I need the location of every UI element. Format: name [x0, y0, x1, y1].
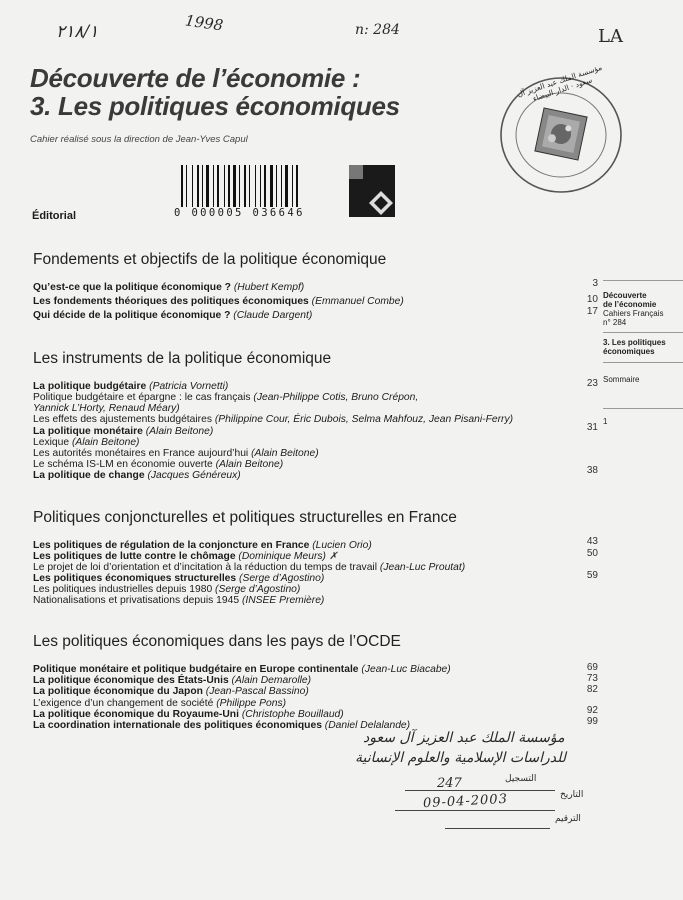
barcode-bar — [228, 165, 230, 207]
sidebar-line: Découverte — [603, 291, 647, 300]
sidebar-line: de l’économie — [603, 300, 657, 309]
barcode-bar — [285, 165, 288, 207]
toc-entry[interactable] — [33, 686, 309, 698]
toc-entry[interactable] — [33, 698, 286, 710]
library-stamp-line-1: مؤسسة الملك عبد العزيز آل سعود — [363, 730, 565, 746]
barcode-bar — [217, 165, 219, 207]
handwritten-year: 1998 — [183, 11, 225, 35]
toc-entry[interactable] — [33, 470, 241, 482]
sidebar-line: Cahiers Français — [603, 309, 664, 318]
toc-entry[interactable] — [33, 310, 312, 322]
entry-author: (Hubert Kempf) — [233, 282, 305, 293]
page-number: 59 — [586, 570, 598, 581]
round-stamp-text: مؤسسة الملك عبد العزيز آل سعود · الدار البيضاء — [516, 62, 604, 104]
entry-author: (Jacques Généreux) — [147, 470, 241, 481]
entry-author: (Jean-Philippe Cotis, Bruno Crépon, — [253, 392, 419, 403]
entry-title: La coordination internationale des politiques économiques — [33, 720, 322, 731]
barcode-bar — [292, 165, 293, 207]
barcode-bar — [186, 165, 187, 207]
barcode-bar — [224, 165, 225, 207]
section-heading-2: Les instruments de la politique économique — [33, 350, 332, 367]
subtitle: Cahier réalisé sous la direction de Jean-Yves Capul — [30, 134, 248, 145]
sidebar-page-number: 1 — [603, 417, 608, 426]
entry-title: La politique monétaire — [33, 426, 143, 437]
sidebar-line: n° 284 — [603, 318, 627, 327]
barcode-bar — [260, 165, 261, 207]
entry-title: Nationalisations et privatisations depuis 1945 — [33, 595, 240, 606]
entry-title: Lexique — [33, 437, 70, 448]
library-stamp-date: 09-04-2003 — [422, 791, 509, 812]
toc-entry[interactable] — [33, 437, 140, 449]
entry-author: (Serge d’Agostino) — [215, 584, 301, 595]
entry-author: (INSEE Première) — [241, 595, 325, 606]
entry-author: (Patricia Vornetti) — [149, 381, 229, 392]
entry-title: L’exigence d’un changement de société — [33, 698, 214, 709]
entry-title: Les politiques de régulation de la conjoncture en France — [33, 540, 310, 551]
library-stamp-label-reg: التسجيل — [505, 774, 537, 784]
library-stamp-label-date: التاريخ — [560, 790, 584, 800]
toc-entry[interactable] — [33, 381, 228, 393]
publisher-logo-graphic — [349, 165, 395, 217]
page-number: 43 — [586, 536, 598, 547]
entry-author: (Lucien Orio) — [312, 540, 372, 551]
entry-title: Le schéma IS-LM en économie ouverte — [33, 459, 213, 470]
page-number: 69 — [586, 662, 598, 673]
barcode-bar — [264, 165, 266, 207]
entry-title: Le projet de loi d’orientation et d’incitation à la réduction du temps de travail — [33, 562, 378, 573]
handwritten-number: n: 284 — [355, 22, 400, 38]
library-stamp-line — [405, 790, 555, 791]
entry-author: (Philippine Cour, Éric Dubois, Selma Mahfouz, Jean Pisani-Ferry) — [214, 414, 514, 425]
barcode-bar — [276, 165, 277, 207]
toc-entry[interactable] — [33, 562, 465, 574]
entry-title: La politique économique du Japon — [33, 686, 203, 697]
sidebar-series — [603, 291, 683, 327]
entry-title: Qui décide de la politique économique ? — [33, 310, 231, 321]
library-stamp-label-code: الترقيم — [555, 814, 581, 824]
editorial-label: Éditorial — [32, 210, 77, 222]
page-number: 3 — [592, 278, 598, 289]
entry-title: La politique de change — [33, 470, 145, 481]
entry-author: (Christophe Bouillaud) — [241, 709, 344, 720]
sidebar-rule — [603, 280, 683, 281]
entry-title: La politique budgétaire — [33, 381, 147, 392]
round-stamp — [496, 62, 626, 198]
page-number: 82 — [586, 684, 598, 695]
entry-title: Les politiques économiques structurelles — [33, 573, 237, 584]
entry-author: (Philippe Pons) — [216, 698, 287, 709]
toc-entry[interactable] — [33, 675, 311, 687]
library-stamp-line — [445, 828, 550, 829]
toc-entry[interactable] — [33, 392, 418, 404]
entry-title: La politique économique des États-Unis — [33, 675, 229, 686]
sidebar-line: économiques — [603, 347, 655, 356]
barcode-bar — [249, 165, 250, 207]
title-line-1: Découverte de l’économie : — [30, 63, 361, 93]
barcode — [181, 165, 343, 207]
toc-entry[interactable] — [33, 282, 304, 294]
toc-entry[interactable] — [33, 426, 213, 438]
barcode-bar — [270, 165, 273, 207]
barcode-bar — [192, 165, 193, 207]
page-number: 17 — [586, 306, 598, 317]
library-stamp-reg-number: 247 — [437, 776, 462, 791]
barcode-bar — [281, 165, 282, 207]
sidebar-line: 3. Les politiques — [603, 338, 666, 347]
entry-author: (Serge d’Agostino) — [239, 573, 325, 584]
barcode-bars — [181, 165, 343, 207]
entry-author: (Emmanuel Combe) — [311, 296, 404, 307]
sidebar-rule — [603, 408, 683, 409]
barcode-bar — [296, 165, 298, 207]
entry-author: (Alain Beitone) — [71, 437, 140, 448]
toc-entry[interactable] — [33, 414, 513, 426]
barcode-bar — [255, 165, 256, 207]
toc-entry[interactable] — [33, 573, 324, 585]
entry-title: Qu’est-ce que la politique économique ? — [33, 282, 231, 293]
entry-title: La politique économique du Royaume-Uni — [33, 709, 239, 720]
toc-entry[interactable] — [33, 551, 338, 563]
page-number: 73 — [586, 673, 598, 684]
page-number: 99 — [586, 716, 598, 727]
entry-author: (Alain Beitone) — [145, 426, 214, 437]
library-stamp-line — [395, 810, 555, 811]
title-line-2: 3. Les politiques économiques — [30, 91, 400, 121]
sidebar-rule — [603, 362, 683, 363]
toc-entry[interactable] — [33, 540, 372, 552]
entry-author: (Daniel Delalande) — [324, 720, 411, 731]
sidebar-sommaire: Sommaire — [603, 375, 640, 384]
entry-author: (Dominique Meurs) — [238, 551, 326, 562]
toc-entry[interactable] — [33, 664, 451, 676]
barcode-bar — [202, 165, 203, 207]
entry-title: Les autorités monétaires en France aujourd’hui — [33, 448, 249, 459]
toc-entry[interactable] — [33, 296, 404, 308]
sidebar-title — [603, 338, 683, 356]
entry-title: Les politiques industrielles depuis 1980 — [33, 584, 213, 595]
entry-title: Les politiques de lutte contre le chômage — [33, 551, 236, 562]
section-heading-1: Fondements et objectifs de la politique économique — [33, 251, 387, 268]
handwritten-note-left: ٢١٨/١ — [56, 22, 99, 42]
entry-author: Yannick L’Horty, Renaud Méary) — [33, 403, 180, 414]
entry-author: (Jean-Luc Biacabe) — [361, 664, 451, 675]
entry-author: (Jean-Luc Proutat) — [379, 562, 466, 573]
toc-entry[interactable] — [33, 584, 300, 596]
barcode-bar — [233, 165, 236, 207]
barcode-bar — [181, 165, 183, 207]
page-number: 23 — [586, 378, 598, 389]
entry-author: (Claude Dargent) — [233, 310, 313, 321]
library-stamp — [345, 728, 625, 838]
entry-author: (Alain Beitone) — [251, 448, 319, 459]
library-stamp-line-2: للدراسات الإسلامية والعلوم الإنسانية — [355, 750, 566, 766]
toc-entry[interactable] — [33, 459, 283, 471]
handwritten-note-right: LA — [598, 26, 623, 47]
entry-title: Les fondements théoriques des politiques économiques — [33, 296, 309, 307]
barcode-bar — [197, 165, 199, 207]
toc-entry[interactable] — [33, 448, 319, 460]
sidebar-rule — [603, 332, 683, 333]
page-number: 50 — [586, 548, 598, 559]
barcode-bar — [244, 165, 246, 207]
publisher-logo — [349, 165, 395, 217]
entry-author: (Alain Beitone) — [215, 459, 284, 470]
handwritten-check-icon: ✗ — [325, 551, 338, 562]
entry-title: Politique monétaire et politique budgétaire en Europe continentale — [33, 664, 359, 675]
barcode-bar — [239, 165, 240, 207]
page-number: 10 — [586, 294, 598, 305]
entry-title: Politique budgétaire et épargne : le cas français — [33, 392, 251, 403]
section-heading-3: Politiques conjoncturelles et politiques structurelles en France — [33, 509, 457, 526]
barcode-number: 0 000005 036646 — [174, 207, 305, 219]
section-heading-4: Les politiques économiques dans les pays de l’OCDE — [33, 633, 401, 650]
toc-entry-continued — [33, 403, 180, 415]
entry-author: (Jean-Pascal Bassino) — [205, 686, 309, 697]
entry-author: (Alain Demarolle) — [231, 675, 312, 686]
page-number: 38 — [586, 465, 598, 476]
entry-title: Les effets des ajustements budgétaires — [33, 414, 212, 425]
barcode-bar — [206, 165, 209, 207]
page-number: 31 — [586, 422, 598, 433]
toc-entry[interactable] — [33, 595, 324, 607]
barcode-bar — [213, 165, 214, 207]
sidebar — [603, 280, 683, 426]
page-number: 92 — [586, 705, 598, 716]
toc-entry[interactable] — [33, 709, 344, 721]
